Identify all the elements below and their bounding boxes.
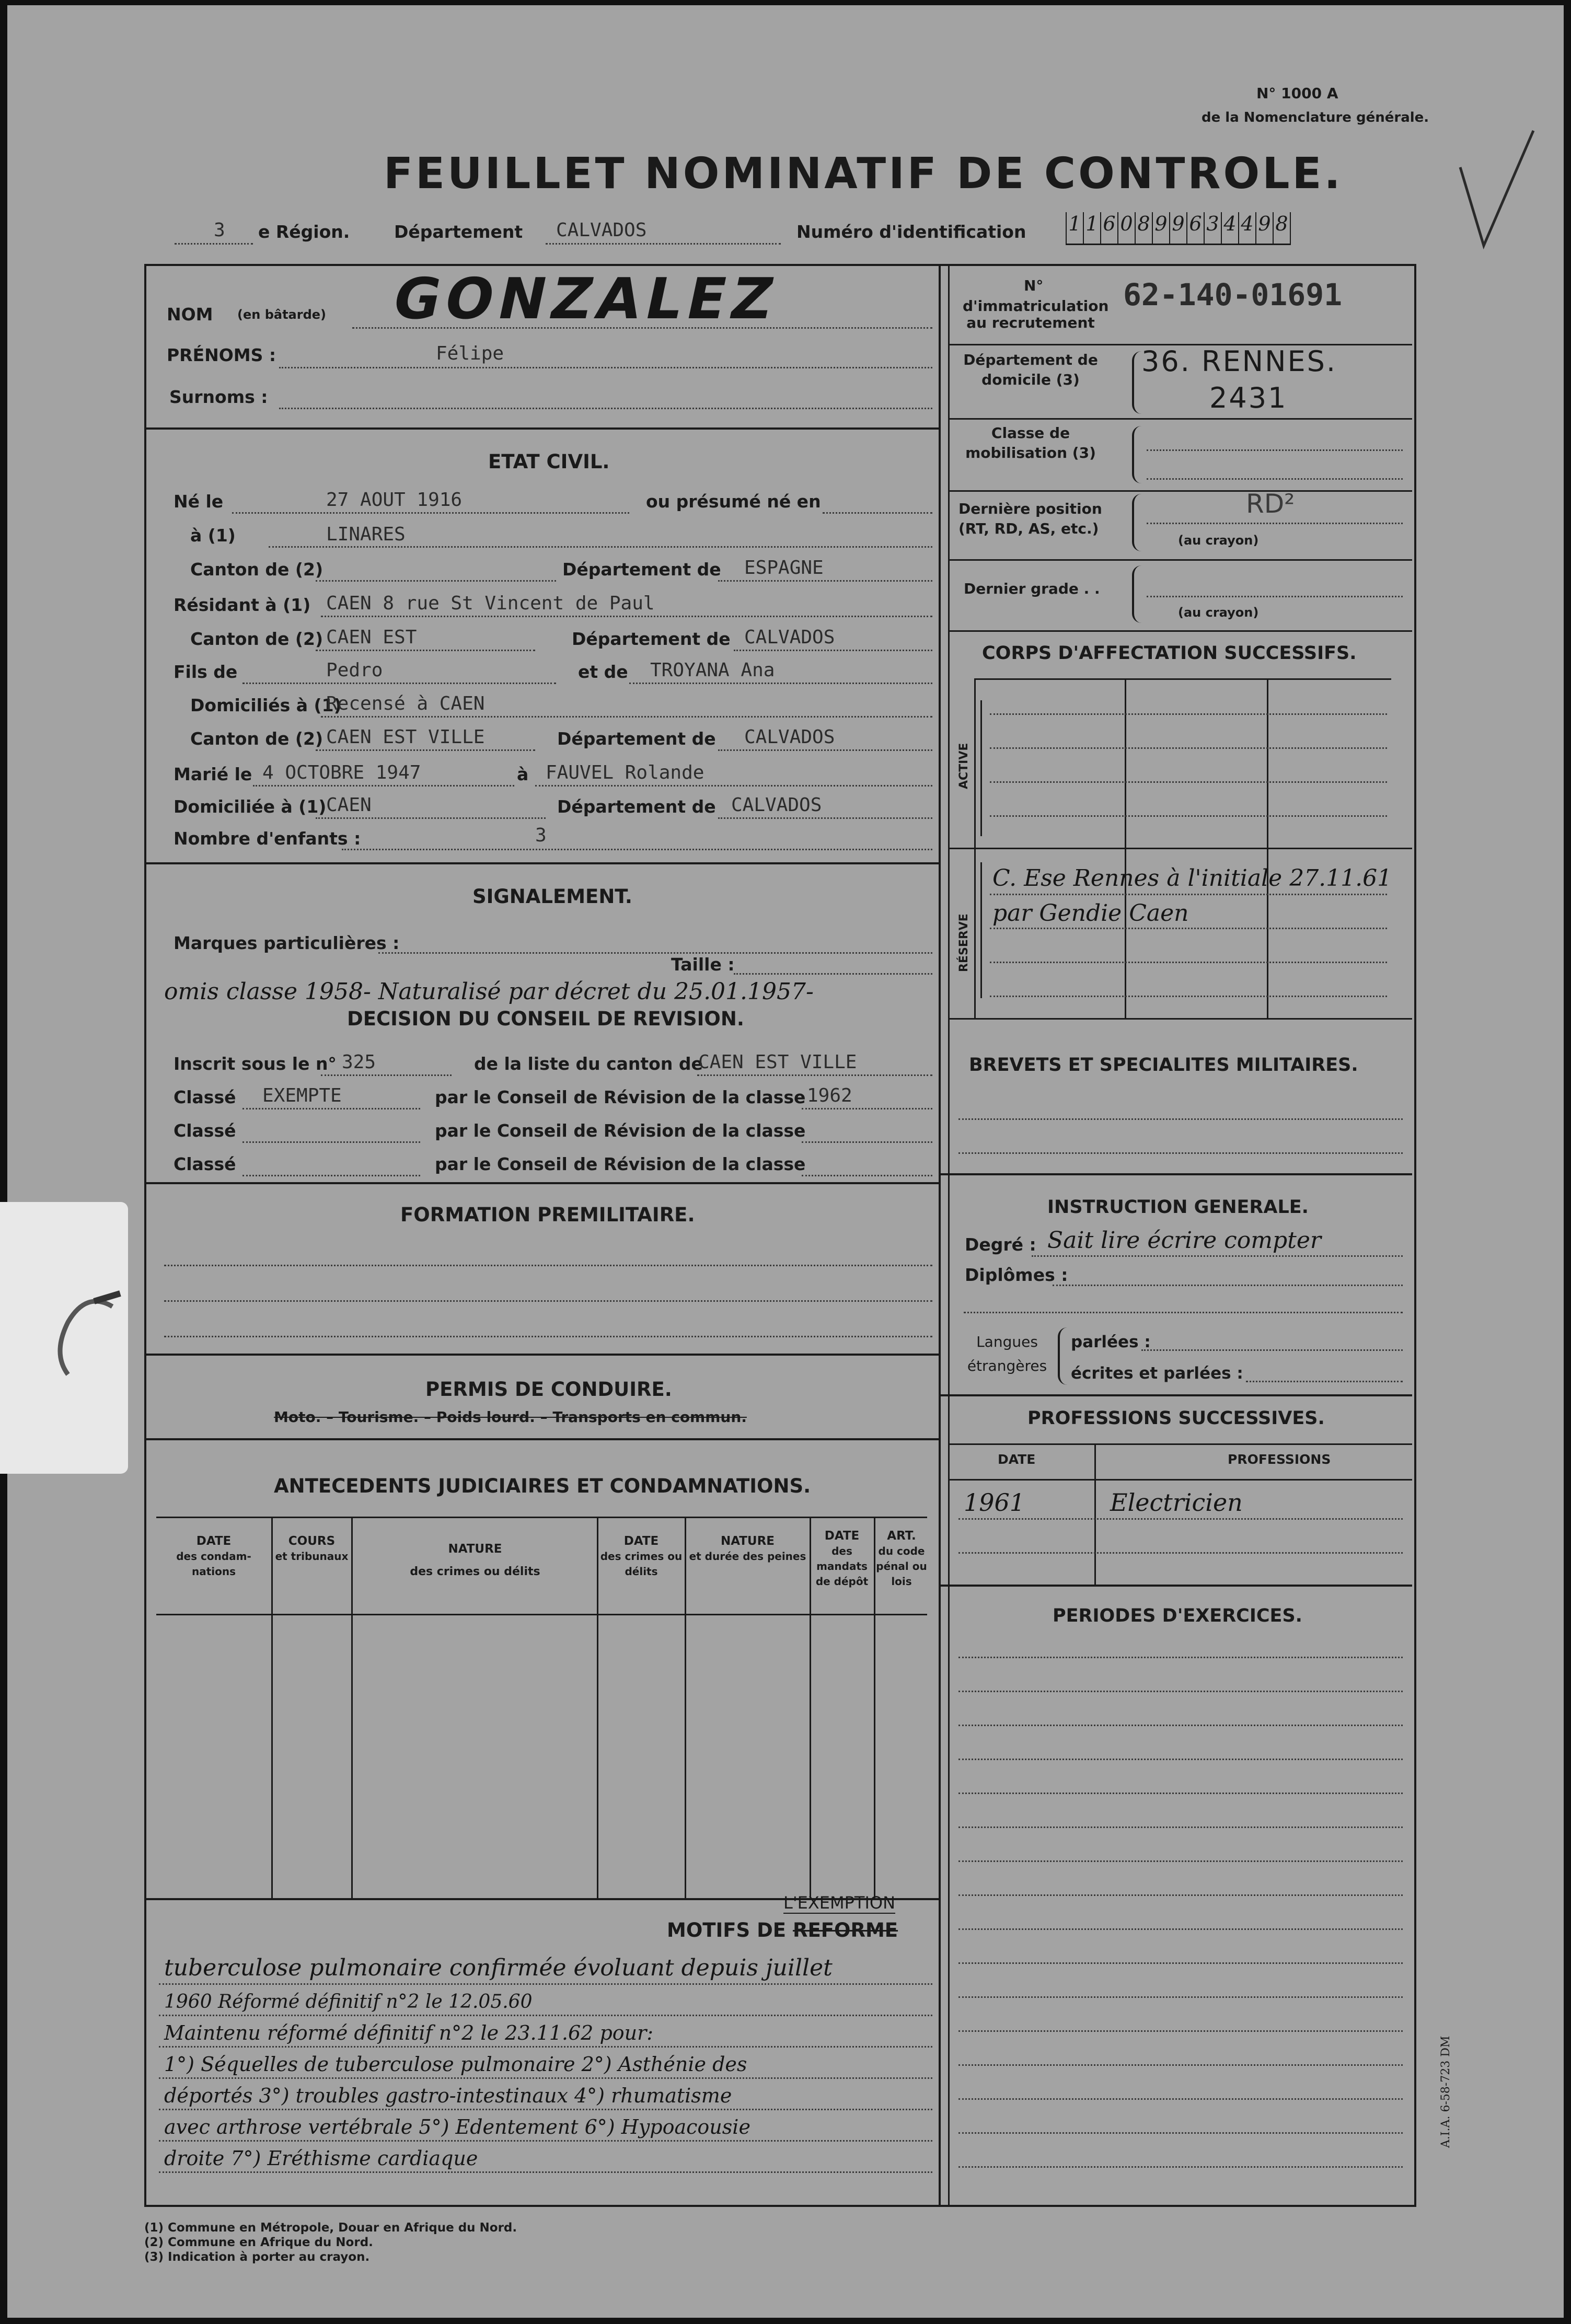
id-digit: 0 — [1118, 212, 1136, 244]
canton-dotted-line — [316, 580, 556, 582]
brevets-heading: BREVETS ET SPECIALITES MILITAIRES. — [969, 1055, 1358, 1076]
derniere-position-value: RD² — [1246, 489, 1295, 519]
motif-line: 1960 Réformé définitif n°2 le 12.05.60 — [164, 1991, 533, 2013]
inscrit-value: 325 — [342, 1051, 376, 1073]
signalement-heading: SIGNALEMENT. — [472, 885, 632, 908]
identity-separator — [145, 427, 940, 430]
periodes-dotted-line — [958, 2132, 1403, 2134]
id-digit: 8 — [1136, 212, 1153, 244]
corps-dotted-line — [990, 747, 1387, 749]
formation-dotted-line — [164, 1336, 932, 1337]
professions-table-top — [950, 1443, 1412, 1445]
departement4-value: CALVADOS — [731, 794, 822, 816]
resident-label: Résidant à (1) — [174, 595, 311, 615]
periodes-dotted-line — [958, 1962, 1403, 1964]
motif-dotted-line — [159, 2109, 932, 2110]
antecedents-heading: ANTECEDENTS JUDICIAIRES ET CONDAMNATIONS. — [274, 1475, 811, 1497]
departement2-value: CALVADOS — [744, 627, 835, 648]
resident-value: CAEN 8 rue St Vincent de Paul — [326, 593, 655, 614]
degre-dotted-line — [1032, 1255, 1403, 1257]
position-brace — [1132, 494, 1141, 551]
nom-note: (en bâtarde) — [237, 307, 326, 322]
conseil-classe-dotted-line — [802, 1175, 932, 1176]
immat-label: d'immatriculation au recrutement — [963, 297, 1109, 331]
periodes-dotted-line — [958, 1657, 1403, 1658]
footnote: (2) Commune en Afrique du Nord. — [144, 2236, 373, 2249]
enfants-value: 3 — [535, 825, 547, 846]
diplomes-dotted-line — [964, 1312, 1403, 1313]
canton2-dotted-line — [316, 650, 535, 651]
formation-dotted-line — [164, 1265, 932, 1266]
periodes-dotted-line — [958, 1759, 1403, 1760]
id-digit: 4 — [1222, 212, 1239, 244]
instruction-separator — [940, 1394, 1412, 1396]
ne-a-label: à (1) — [190, 525, 236, 546]
professions-heading: PROFESSIONS SUCCESSIVES. — [1027, 1408, 1325, 1429]
domicilies-dotted-line — [321, 716, 932, 718]
surnoms-label: Surnoms : — [169, 387, 268, 407]
professions-dotted-line — [958, 1518, 1403, 1520]
instruction-heading: INSTRUCTION GENERALE. — [1047, 1197, 1309, 1218]
id-digit: 3 — [1205, 212, 1222, 244]
corps-dotted-line — [990, 962, 1387, 963]
nomenclature-ref: N° 1000 A — [1256, 85, 1338, 102]
periodes-dotted-line — [958, 1826, 1403, 1828]
col-head: NATURE — [448, 1542, 502, 1556]
periodes-dotted-line — [958, 1894, 1403, 1896]
decision-separator — [145, 1182, 940, 1184]
marie-value: 4 OCTOBRE 1947 — [262, 762, 421, 783]
marie-label: Marié le — [174, 764, 252, 784]
motif-line: droite 7°) Eréthisme cardiaque — [164, 2147, 478, 2170]
et-de-value: TROYANA Ana — [650, 660, 775, 681]
motif-dotted-line — [159, 2077, 932, 2079]
ne-a-value: LINARES — [326, 524, 406, 545]
surnoms-dotted-line — [279, 408, 932, 409]
domiciliee-label: Domiciliée à (1) — [174, 796, 327, 817]
antecedents-col-header — [876, 1529, 927, 1589]
domiciliee-value: CAEN — [326, 794, 372, 816]
nom-dotted-line — [352, 327, 932, 329]
nom-value: GONZALEZ — [387, 267, 784, 332]
torn-mark-icon — [0, 1202, 128, 1474]
marie-a-label: à — [517, 764, 529, 784]
grade-brace — [1132, 565, 1141, 623]
right-separator — [950, 559, 1412, 561]
ne-le-value: 27 AOUT 1916 — [326, 489, 463, 511]
antecedents-col-header — [599, 1534, 684, 1579]
antecedents-col-header — [159, 1534, 269, 1579]
canton3-label: Canton de (2) — [190, 729, 324, 749]
col-head: DATE — [824, 1529, 860, 1543]
active-label: ACTIVE — [957, 743, 971, 789]
marie-dotted-line — [253, 785, 514, 787]
marie-a-dotted-line — [535, 785, 932, 787]
col-head: DATE — [623, 1534, 659, 1548]
classe-label: Classé — [174, 1087, 236, 1107]
formation-separator — [145, 1354, 940, 1356]
permis-heading: PERMIS DE CONDUIRE. — [425, 1378, 672, 1401]
crayon-note: (au crayon) — [1178, 533, 1259, 548]
classe-value: EXEMPTE — [262, 1085, 342, 1106]
ne-le-dotted-line — [232, 512, 629, 514]
antecedents-col-divider — [685, 1517, 686, 1898]
fils-de-value: Pedro — [326, 660, 383, 681]
periodes-dotted-line — [958, 1725, 1403, 1726]
id-digit: 1 — [1084, 212, 1101, 244]
id-digit: 4 — [1239, 212, 1256, 244]
motif-dotted-line — [159, 2046, 932, 2048]
fils-de-label: Fils de — [174, 662, 238, 682]
motif-line: 1°) Séquelles de tuberculose pulmonaire 2°) Asthénie des — [164, 2053, 747, 2076]
canton-label: Canton de (2) — [190, 559, 324, 580]
motifs-heading-struck: REFORME — [792, 1919, 898, 1941]
corps-heading: CORPS D'AFFECTATION SUCCESSIFS. — [982, 643, 1357, 664]
col-sub: des mandats de dépôt — [815, 1545, 869, 1588]
prenoms-dotted-line — [279, 367, 932, 368]
motifs-heading-prefix: MOTIFS DE — [667, 1919, 787, 1941]
decision-heading: DECISION DU CONSEIL DE REVISION. — [347, 1008, 744, 1030]
signalement-annotation: omis classe 1958- Naturalisé par décret du 25.01.1957- — [164, 978, 814, 1005]
etat-civil-separator — [145, 862, 940, 864]
prenoms-value: Félipe — [436, 343, 504, 364]
classe-brace — [1132, 426, 1141, 483]
reserve-note1: C. Ese Rennes à l'initiale 27.11.61 — [992, 865, 1392, 892]
classe-dotted-line — [242, 1175, 420, 1176]
corps-table-top — [974, 678, 1391, 680]
motif-line: tuberculose pulmonaire confirmée évoluant depuis juillet — [164, 1955, 833, 1981]
id-digit: 6 — [1101, 212, 1118, 244]
presume-dotted-line — [823, 512, 932, 514]
attached-paper-sheet — [0, 1202, 128, 1474]
periodes-heading: PERIODES D'EXERCICES. — [1053, 1605, 1302, 1626]
brevets-dotted-line — [958, 1118, 1403, 1120]
et-de-dotted-line — [629, 683, 932, 684]
departement-de-label: Département de — [562, 559, 721, 580]
col-sub: et tribunaux — [275, 1550, 349, 1563]
motif-dotted-line — [159, 2140, 932, 2142]
departement2-label: Département de — [572, 629, 731, 649]
motif-line: avec arthrose vertébrale 5°) Edentement 6°) Hypoacousie — [164, 2115, 750, 2138]
parlees-dotted-line — [1141, 1349, 1403, 1351]
domicilies-label: Domiciliés à (1) — [190, 695, 342, 715]
canton3-value: CAEN EST VILLE — [326, 726, 485, 748]
right-separator — [950, 418, 1412, 420]
region-value: 3 — [214, 219, 225, 241]
dept-value2: 2431 — [1209, 381, 1288, 414]
right-separator — [950, 1018, 1412, 1020]
corps-dotted-line — [990, 713, 1387, 715]
periodes-dotted-line — [958, 2098, 1403, 2100]
departement3-dotted-line — [718, 749, 932, 751]
ne-a-dotted-line — [269, 546, 932, 548]
reserve-bracket — [980, 862, 989, 998]
departement-dotted-line — [546, 243, 781, 245]
corps-dotted-line — [990, 928, 1387, 929]
conseil-classe-value: 1962 — [807, 1085, 852, 1106]
liste-canton-value: CAEN EST VILLE — [698, 1051, 857, 1073]
antecedents-col-divider — [874, 1517, 875, 1898]
enfants-dotted-line — [342, 849, 932, 850]
col-sub: des condam- nations — [176, 1550, 251, 1578]
permis-separator — [145, 1438, 940, 1440]
parlees-label: parlées : — [1071, 1333, 1151, 1351]
periodes-dotted-line — [958, 1928, 1403, 1930]
departement2-dotted-line — [734, 650, 932, 651]
periodes-dotted-line — [958, 1793, 1403, 1794]
classe-label: Classé — [174, 1120, 236, 1141]
col-sub: des crimes ou délits — [600, 1550, 683, 1578]
motif-dotted-line — [159, 1983, 932, 1985]
antecedents-col-divider — [351, 1517, 353, 1898]
id-digit: 6 — [1187, 212, 1205, 244]
motif-dotted-line — [159, 2171, 932, 2173]
prof-date-value: 1961 — [964, 1488, 1025, 1517]
footnote: (3) Indication à porter au crayon. — [144, 2250, 370, 2264]
formation-heading: FORMATION PREMILITAIRE. — [400, 1204, 695, 1226]
crayon-note: (au crayon) — [1178, 605, 1259, 620]
formation-dotted-line — [164, 1300, 932, 1302]
liste-canton-label: de la liste du canton de — [474, 1054, 703, 1074]
region-dotted-line — [175, 243, 253, 245]
col-head: NATURE — [720, 1534, 775, 1548]
prenoms-label: PRÉNOMS : — [167, 345, 276, 365]
professions-header-line — [950, 1479, 1412, 1481]
dept-domicile-label: Département de domicile (3) — [963, 351, 1098, 388]
col-head: DATE — [196, 1534, 232, 1548]
conseil-label: par le Conseil de Révision de la classe — [435, 1120, 806, 1141]
periodes-dotted-line — [958, 1691, 1403, 1692]
region-label: e Région. — [258, 222, 350, 242]
departement3-value: CALVADOS — [744, 726, 835, 748]
reserve-note2: par Gendie Caen — [992, 900, 1189, 927]
dernier-grade-label: Dernier grade . . — [964, 580, 1100, 597]
motifs-heading-correction: L'EXEMPTION — [783, 1893, 895, 1913]
id-digit: 9 — [1256, 212, 1274, 244]
langues-label: Langues étrangères — [967, 1333, 1047, 1374]
position-dotted-line — [1147, 523, 1403, 524]
column-divider-inner — [948, 265, 950, 2205]
departement-de-dotted-line — [718, 580, 932, 582]
periodes-dotted-line — [958, 2064, 1403, 2066]
inscrit-label: Inscrit sous le n° — [174, 1054, 337, 1074]
motif-line: déportés 3°) troubles gastro-intestinaux 4°) rhumatisme — [164, 2084, 732, 2107]
classe-dotted-line — [1147, 449, 1403, 451]
departement3-label: Département de — [557, 729, 716, 749]
domiciliee-dotted-line — [316, 817, 546, 819]
id-digit: 9 — [1170, 212, 1187, 244]
numero-identification-value — [1066, 212, 1291, 245]
langues-brace — [1058, 1327, 1067, 1385]
departement-label: Département — [394, 222, 523, 242]
periodes-dotted-line — [958, 2166, 1403, 2168]
corps-dotted-line — [990, 996, 1387, 997]
canton3-dotted-line — [316, 749, 535, 751]
inscrit-dotted-line — [321, 1074, 452, 1076]
motif-line: Maintenu réformé définitif n°2 le 23.11.62 pour: — [164, 2021, 654, 2044]
domicilies-value: Recensé à CAEN — [326, 693, 485, 714]
right-separator — [950, 630, 1412, 632]
antecedents-col-divider — [597, 1517, 598, 1898]
grade-dotted-line — [1147, 596, 1403, 597]
id-digit: 9 — [1153, 212, 1170, 244]
corps-dotted-line — [990, 894, 1387, 895]
motif-dotted-line — [159, 2015, 932, 2016]
prof-date-head: DATE — [998, 1452, 1036, 1467]
fils-de-dotted-line — [242, 683, 556, 684]
document-page — [7, 5, 1564, 2318]
prof-value: Electricien — [1110, 1488, 1243, 1517]
enfants-label: Nombre d'enfants : — [174, 828, 361, 849]
col-sub: du code pénal ou lois — [876, 1545, 927, 1588]
dept-value1: 36. RENNES. — [1141, 345, 1337, 378]
ne-le-label: Né le — [174, 491, 224, 512]
periodes-dotted-line — [958, 1860, 1403, 1862]
classe-dotted-line — [1147, 478, 1403, 480]
id-digit: 1 — [1067, 212, 1084, 244]
brevets-separator — [940, 1173, 1412, 1175]
nomenclature-ref-sub: de la Nomenclature générale. — [1202, 110, 1429, 125]
col-sub: des crimes ou délits — [410, 1565, 540, 1578]
departement4-label: Département de — [557, 796, 716, 817]
classe-label: Classé — [174, 1154, 236, 1174]
taille-label: Taille : — [671, 954, 735, 975]
brevets-dotted-line — [958, 1152, 1403, 1154]
conseil-classe-dotted-line — [802, 1141, 932, 1143]
corps-dotted-line — [990, 815, 1387, 817]
presume-label: ou présumé né en — [646, 491, 821, 512]
conseil-label: par le Conseil de Révision de la classe — [435, 1154, 806, 1174]
etat-civil-heading: ETAT CIVIL. — [488, 450, 610, 473]
immat-value: 62-140-01691 — [1123, 277, 1343, 313]
motifs-heading — [667, 1919, 898, 1941]
check-mark-icon — [1455, 120, 1539, 256]
antecedents-col-header — [811, 1529, 873, 1589]
professions-dotted-line — [958, 1552, 1403, 1554]
departement-value: CALVADOS — [556, 219, 647, 241]
resident-dotted-line — [321, 616, 932, 617]
antecedents-col-header — [687, 1534, 808, 1564]
antecedents-col-header — [274, 1534, 350, 1564]
derniere-position-label: Dernière position (RT, RD, AS, etc.) — [958, 500, 1102, 537]
classe-dotted-line — [242, 1141, 420, 1143]
active-bracket — [980, 700, 989, 836]
col-head: COURS — [288, 1534, 336, 1548]
diplomes-label: Diplômes : — [965, 1265, 1068, 1285]
antecedents-col-divider — [271, 1517, 273, 1898]
side-code: A.I.A. 6-58-723 DM — [1439, 2036, 1452, 2148]
permis-types: Moto. – Tourisme. – Poids lourd. – Transports en commun. — [274, 1408, 747, 1426]
column-divider-outer — [939, 265, 941, 2205]
prof-head: PROFESSIONS — [1228, 1452, 1331, 1467]
marques-dotted-line — [378, 952, 932, 954]
periodes-dotted-line — [958, 1996, 1403, 1998]
departement-de-value: ESPAGNE — [744, 557, 824, 579]
corps-mid-line — [950, 848, 1412, 849]
antecedents-col-header — [355, 1542, 595, 1579]
right-separator — [950, 490, 1412, 492]
corps-dotted-line — [990, 781, 1387, 783]
reserve-label: RÉSERVE — [957, 914, 971, 972]
periodes-dotted-line — [958, 2030, 1403, 2032]
immat-no-label: N° — [1024, 277, 1044, 294]
professions-col-divider — [1094, 1443, 1096, 1585]
page-title: FEUILLET NOMINATIF DE CONTROLE. — [384, 149, 1343, 199]
departement4-dotted-line — [718, 817, 932, 819]
diplomes-dotted-line — [1053, 1285, 1403, 1286]
nom-label: NOM — [167, 304, 213, 325]
classe-mobilisation-label: Classe de mobilisation (3) — [965, 424, 1096, 461]
dept-brace — [1132, 351, 1141, 414]
taille-dotted-line — [734, 973, 932, 975]
footnote: (1) Commune en Métropole, Douar en Afrique du Nord. — [144, 2221, 517, 2235]
marie-a-value: FAUVEL Rolande — [546, 762, 704, 783]
conseil-label: par le Conseil de Révision de la classe — [435, 1087, 806, 1107]
conseil-classe-dotted-line — [802, 1108, 932, 1109]
professions-separator — [940, 1585, 1412, 1587]
canton2-label: Canton de (2) — [190, 629, 324, 649]
marques-label: Marques particulières : — [174, 933, 400, 953]
numero-identification-label: Numéro d'identification — [796, 222, 1026, 242]
degre-value: Sait lire écrire compter — [1047, 1227, 1321, 1254]
canton2-value: CAEN EST — [326, 627, 417, 648]
classe-dotted-line — [242, 1108, 420, 1109]
ecrites-label: écrites et parlées : — [1071, 1364, 1243, 1383]
col-sub: et durée des peines — [689, 1550, 806, 1563]
id-digit: 8 — [1274, 212, 1291, 244]
col-head: ART. — [887, 1529, 916, 1543]
liste-canton-dotted-line — [697, 1074, 932, 1076]
et-de-label: et de — [578, 662, 628, 682]
ecrites-dotted-line — [1246, 1381, 1403, 1382]
degre-label: Degré : — [965, 1234, 1036, 1255]
